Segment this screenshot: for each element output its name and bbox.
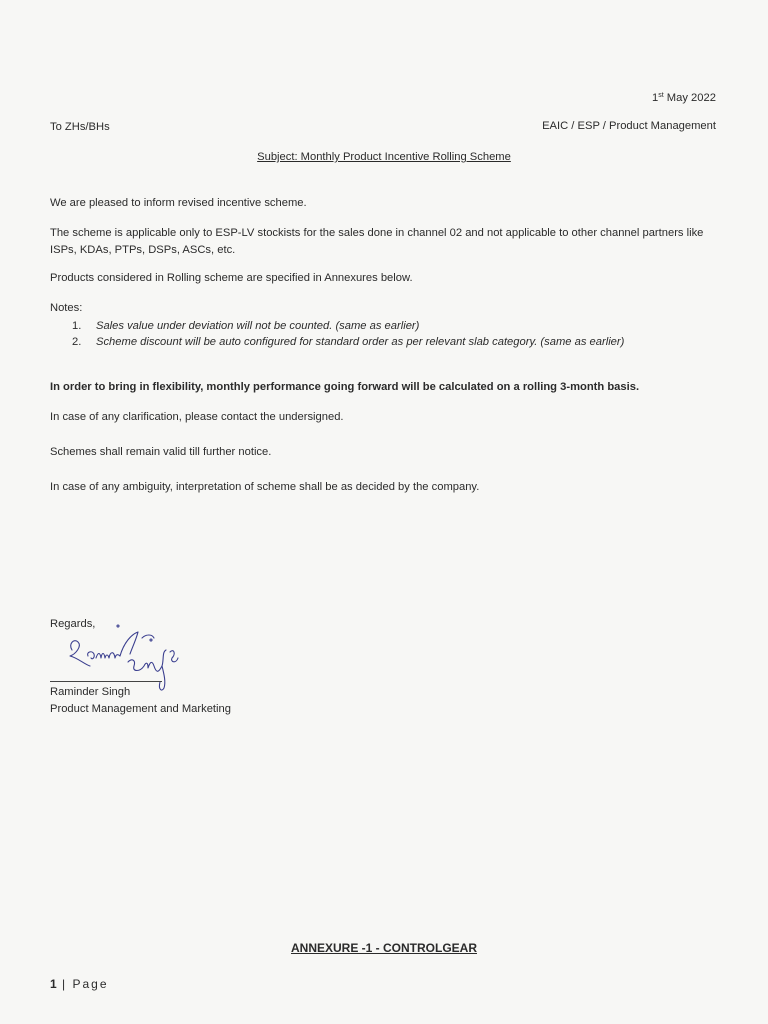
page-number: 1 [50,977,57,991]
subject-line: Subject: Monthly Product Incentive Rolling Scheme [257,151,511,163]
signature-underline [50,681,162,682]
clarification-paragraph: In case of any clarification, please contact the undersigned. [50,411,344,423]
notes-list [72,318,624,350]
page-label: Page [72,977,109,991]
validity-paragraph: Schemes shall remain valid till further notice. [50,446,272,458]
interpretation-paragraph: In case of any ambiguity, interpretation of scheme shall be as decided by the company. [50,481,480,493]
note-item [72,334,624,350]
note-item [72,318,624,334]
regards-line: Regards, [50,618,96,630]
applicability-paragraph: The scheme is applicable only to ESP-LV stockists for the sales done in channel 02 and not applicable to other channel partners like ISPs, KDAs, PTPs, DSPs, ASCs, etc. [50,227,704,256]
note-number: 2. [72,336,82,348]
notes-label: Notes: [50,302,83,314]
signer-name: Raminder Singh [50,686,131,698]
intro-paragraph: We are pleased to inform revised incentive scheme. [50,197,307,209]
note-number: 1. [72,320,82,332]
signer-role: Product Management and Marketing [50,703,231,715]
products-paragraph: Products considered in Rolling scheme are specified in Annexures below. [50,272,413,284]
department-line: EAIC / ESP / Product Management [542,120,716,132]
footer-separator: | [62,977,68,991]
annexure-title: ANNEXURE -1 - CONTROLGEAR [290,941,477,955]
page-footer [50,977,109,991]
rolling-basis-statement: In order to bring in flexibility, monthly performance going forward will be calculated on a rolling 3-month basis. [50,381,640,393]
note-text: Scheme discount will be auto configured for standard order as per relevant slab category. (same as earlier) [96,336,625,348]
letter-date: 1st May 2022 [652,92,716,104]
recipient-line: To ZHs/BHs [50,121,110,133]
note-text: Sales value under deviation will not be counted. (same as earlier) [96,320,420,332]
handwritten-signature [58,612,188,692]
